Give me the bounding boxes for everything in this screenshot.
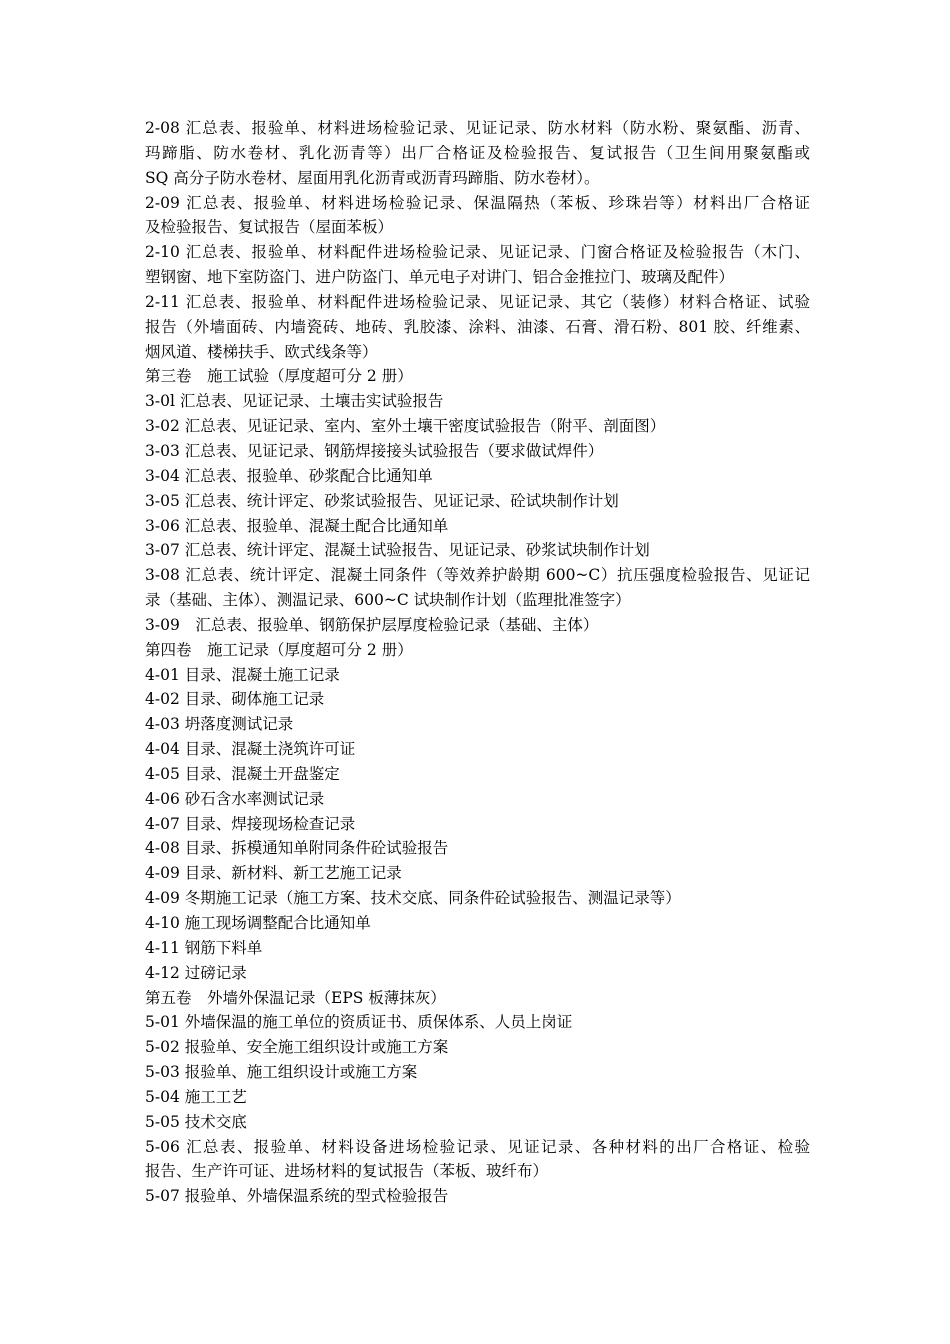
text-line: 3-08 汇总表、统计评定、混凝土同条件（等效养护龄期 600~C）抗压强度检验报告、见证记 — [145, 566, 810, 585]
text-line: 4-04 目录、混凝土浇筑许可证 — [145, 740, 356, 759]
text-line: 5-06 汇总表、报验单、材料设备进场检验记录、见证记录、各种材料的出厂合格证、检验 — [145, 1137, 810, 1156]
text-line: 2-10 汇总表、报验单、材料配件进场检验记录、见证记录、门窗合格证及检验报告（木门、 — [145, 243, 810, 262]
text-line: 5-02 报验单、安全施工组织设计或施工方案 — [145, 1038, 449, 1057]
text-line: 3-02 汇总表、见证记录、室内、室外土壤干密度试验报告（附平、剖面图） — [145, 417, 666, 436]
text-line: 4-09 目录、新材料、新工艺施工记录 — [145, 864, 402, 883]
text-line: 报告、生产许可证、进场材料的复试报告（苯板、玻纤布） — [145, 1162, 549, 1181]
text-line: 烟风道、楼梯扶手、欧式线条等） — [145, 342, 378, 361]
text-line: 4-03 坍落度测试记录 — [145, 715, 294, 734]
text-line: 3-06 汇总表、报验单、混凝土配合比通知单 — [145, 516, 449, 535]
text-line: 2-08 汇总表、报验单、材料进场检验记录、见证记录、防水材料（防水粉、聚氨酯、沥青、 — [145, 119, 810, 137]
text-line: 玛蹄脂、防水卷材、乳化沥青等）出厂合格证及检验报告、复试报告（卫生间用聚氨酯或 — [145, 143, 810, 162]
text-line: SQ 高分子防水卷材、屋面用乳化沥青或沥青玛蹄脂、防水卷材）。 — [145, 168, 600, 187]
text-line: 4-10 施工现场调整配合比通知单 — [145, 914, 371, 932]
text-line: 报告（外墙面砖、内墙瓷砖、地砖、乳胶漆、涂料、油漆、石膏、滑石粉、801 胶、纤维素、 — [145, 317, 810, 336]
section-heading: 第五卷 外墙外保温记录（EPS 板薄抹灰） — [145, 988, 446, 1007]
text-line: 3-0l 汇总表、见证记录、土壤击实试验报告 — [145, 392, 444, 411]
text-line: 4-11 钢筋下料单 — [145, 938, 263, 957]
text-line: 及检验报告、复试报告（屋面苯板） — [145, 218, 394, 237]
text-line: 2-11 汇总表、报验单、材料配件进场检验记录、见证记录、其它（装修）材料合格证、试验 — [145, 292, 810, 311]
section-heading: 第四卷 施工记录（厚度超可分 2 册） — [145, 640, 413, 659]
text-line: 3-07 汇总表、统计评定、混凝土试验报告、见证记录、砂浆试块制作计划 — [145, 541, 650, 560]
text-line: 5-05 技术交底 — [145, 1112, 247, 1131]
text-line: 4-09 冬期施工记录（施工方案、技术交底、同条件砼试验报告、测温记录等） — [145, 889, 681, 908]
text-line: 4-02 目录、砌体施工记录 — [145, 690, 325, 709]
text-line: 5-03 报验单、施工组织设计或施工方案 — [145, 1063, 418, 1082]
text-line: 4-08 目录、拆模通知单附同条件砼试验报告 — [145, 839, 449, 858]
text-line: 4-06 砂石含水率测试记录 — [145, 789, 325, 808]
text-line: 3-04 汇总表、报验单、砂浆配合比通知单 — [145, 466, 433, 485]
text-line: 4-12 过磅记录 — [145, 963, 247, 982]
text-line: 4-01 目录、混凝土施工记录 — [145, 665, 340, 684]
text-line: 2-09 汇总表、报验单、材料进场检验记录、保温隔热（苯板、珍珠岩等）材料出厂合格证 — [145, 193, 810, 212]
text-line: 5-01 外墙保温的施工单位的资质证书、质保体系、人员上岗证 — [145, 1013, 573, 1032]
text-line: 5-07 报验单、外墙保温系统的型式检验报告 — [145, 1187, 449, 1206]
text-line: 塑钢窗、地下室防盗门、进户防盗门、单元电子对讲门、铝合金推拉门、玻璃及配件） — [145, 268, 735, 287]
section-heading: 第三卷 施工试验（厚度超可分 2 册） — [145, 367, 413, 386]
text-line: 5-04 施工工艺 — [145, 1087, 247, 1106]
text-line: 4-05 目录、混凝土开盘鉴定 — [145, 764, 340, 783]
text-line: 3-09 汇总表、报验单、钢筋保护层厚度检验记录（基础、主体） — [145, 615, 599, 634]
text-line: 3-05 汇总表、统计评定、砂浆试验报告、见证记录、砼试块制作计划 — [145, 491, 619, 510]
text-line: 3-03 汇总表、见证记录、钢筋焊接接头试验报告（要求做试焊件） — [145, 441, 604, 460]
text-line: 录（基础、主体）、测温记录、600~C 试块制作计划（监理批准签字） — [145, 591, 631, 610]
document-body — [145, 116, 810, 1209]
text-line: 4-07 目录、焊接现场检查记录 — [145, 814, 356, 833]
